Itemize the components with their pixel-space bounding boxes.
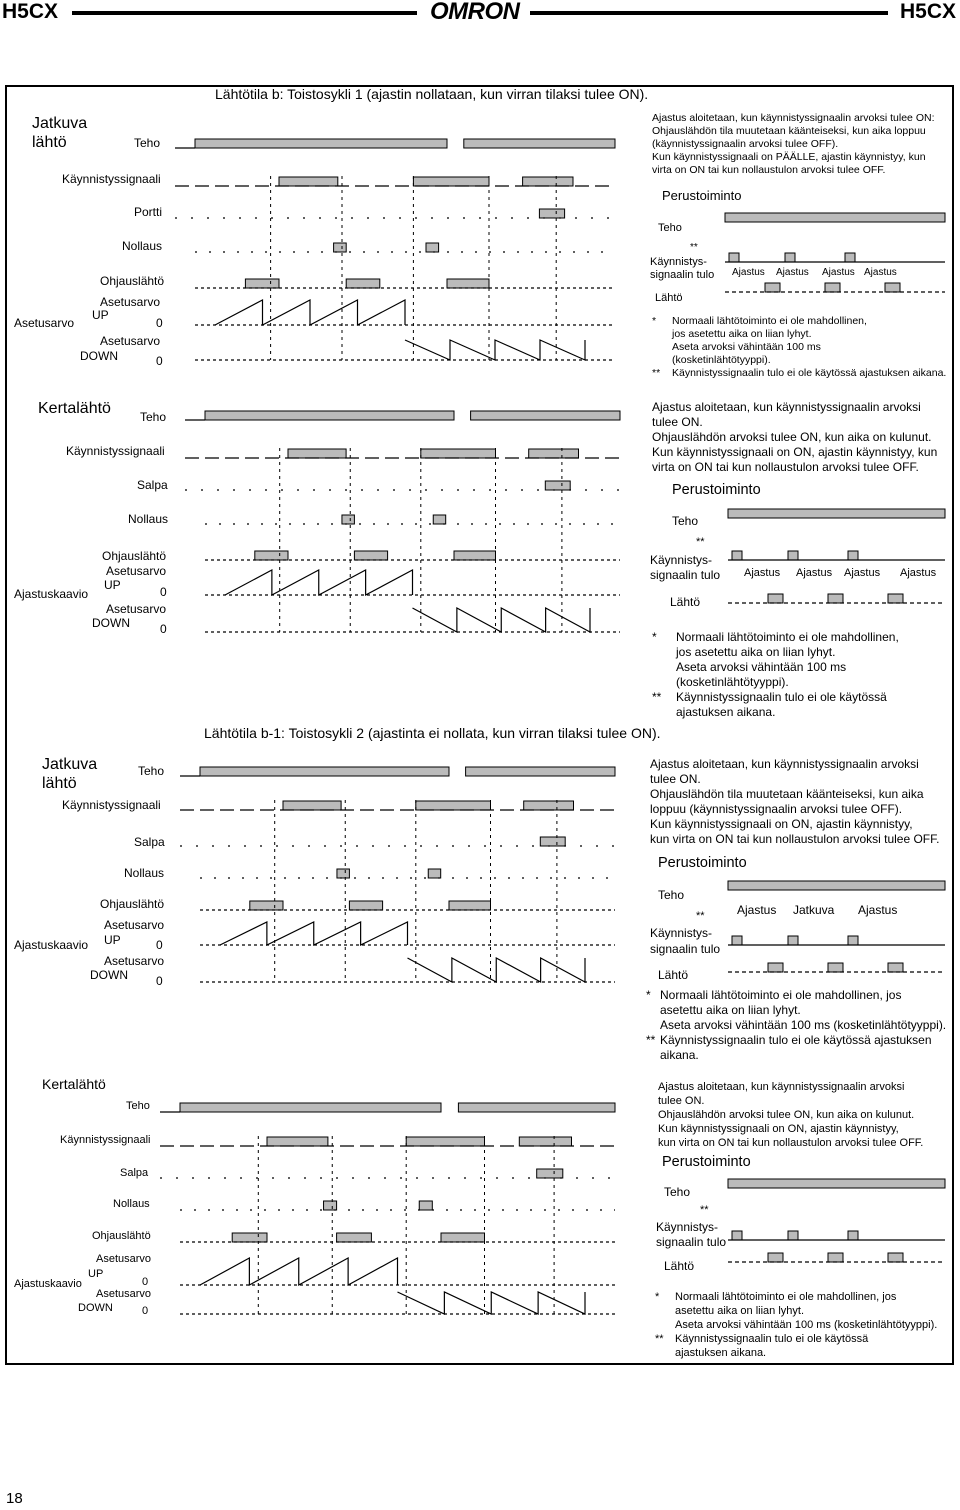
basic-signal-pulse xyxy=(732,1231,742,1240)
s3-notes xyxy=(646,988,956,1063)
s3-description xyxy=(650,757,955,847)
s4-desc-line: Ohjauslähdön arvoksi tulee ON, kun aika on kulunut. xyxy=(658,1109,915,1121)
s1-basic-stars: ** xyxy=(690,242,698,253)
s3-basic-output: Lähtö xyxy=(658,968,689,982)
header-model-left: H5CX xyxy=(2,0,59,23)
s2-label-chart: Ajastuskaavio xyxy=(14,587,89,601)
s4-desc-line: Kun käynnistyssignaali on ON, ajastin käynnistyy, xyxy=(658,1123,899,1135)
s2-basic-title: Perustoiminto xyxy=(672,482,761,498)
basic-power-pulse xyxy=(728,881,945,890)
output-pulse xyxy=(245,279,279,288)
note-line: ajastuksen aikana. xyxy=(676,705,776,719)
signal-pulse xyxy=(523,177,573,186)
down-sawtooth xyxy=(408,958,586,982)
s3-label-power: Teho xyxy=(138,764,165,778)
s2-basic-stars: ** xyxy=(696,536,705,548)
s3-label-setvalue-down: Asetusarvo xyxy=(104,954,165,968)
s3-desc-line: Ohjauslähdön tila muutetaan käänteiseksi, kun aika xyxy=(650,787,924,801)
output-pulse xyxy=(255,551,288,560)
s3-label-chart: Ajastuskaavio xyxy=(14,938,89,952)
s1-label-zero-down: 0 xyxy=(156,354,163,368)
s3-basic-timing: Ajastus xyxy=(858,903,898,917)
gate-pulse xyxy=(537,1169,563,1178)
signal-pulse xyxy=(519,1137,571,1146)
note-line: asetettu aika on liian lyhyt. xyxy=(675,1305,805,1317)
power-pulse xyxy=(195,139,447,148)
output-pulse xyxy=(232,1233,267,1242)
power-pulse xyxy=(464,139,615,148)
omron-logo: OMRON xyxy=(430,0,520,25)
s2-basic-signal-1: Käynnistys- xyxy=(650,553,713,567)
s4-basic-stars: ** xyxy=(700,1204,709,1216)
s1-label-zero-up: 0 xyxy=(156,316,163,330)
power-pulse xyxy=(466,767,615,776)
s2-desc-line: Kun käynnistyssignaali on ON, ajastin käynnistyy, kun xyxy=(652,445,938,459)
s2-basic-power: Teho xyxy=(672,514,699,528)
s4-label-up: UP xyxy=(88,1268,104,1280)
s2-label-output: Ohjauslähtö xyxy=(102,549,167,563)
basic-signal-pulse xyxy=(732,936,742,945)
s4-mode-label: Kertalähtö xyxy=(42,1076,106,1092)
s1-desc-line: Kun käynnistyssignaali on PÄÄLLE, ajastin käynnistyy, kun xyxy=(652,151,926,163)
s1-label-power: Teho xyxy=(134,136,161,150)
s4-basic-power: Teho xyxy=(664,1185,691,1199)
s1-description xyxy=(652,112,952,177)
basic-signal-pulse xyxy=(788,936,798,945)
note-marker: * xyxy=(652,630,657,644)
s1-basic-title: Perustoiminto xyxy=(662,188,742,203)
s4-basic-output: Lähtö xyxy=(664,1259,695,1273)
basic-output-pulse xyxy=(888,1253,903,1262)
s3-label-reset: Nollaus xyxy=(124,866,165,880)
s1-basic-signal-1: Käynnistys- xyxy=(650,256,707,268)
s2-basic-timing: Ajastus xyxy=(744,567,781,579)
s2-label-gate: Salpa xyxy=(137,478,168,492)
s3-basic-signal-1: Käynnistys- xyxy=(650,926,713,940)
note-line: (kosketinlähtötyyppi). xyxy=(676,675,789,689)
basic-power-pulse xyxy=(728,509,945,518)
s1-basic-signal-2: signaalin tulo xyxy=(650,269,715,281)
s4-label-reset: Nollaus xyxy=(113,1198,150,1210)
s4-label-zero-up: 0 xyxy=(142,1276,149,1288)
note-line: Aseta arvoksi vähintään 100 ms (kosketinlähtötyyppi). xyxy=(660,1018,947,1032)
s4-label-down: DOWN xyxy=(78,1302,113,1314)
gate-pulse xyxy=(539,209,564,218)
s2-label-setvalue-up: Asetusarvo xyxy=(106,564,167,578)
s1-basic-timing: Ajastus xyxy=(822,267,855,278)
signal-pulse xyxy=(279,177,338,186)
section-3-title: Lähtötila b-1: Toistosykli 2 (ajastinta ei nollata, kun virran tilaksi tulee ON). xyxy=(204,725,661,741)
basic-signal-pulse xyxy=(845,253,855,262)
basic-signal-pulse xyxy=(732,551,742,560)
basic-signal-pulse xyxy=(848,936,858,945)
s3-label-setvalue-up: Asetusarvo xyxy=(104,918,165,932)
s1-desc-line: virta on ON tai kun nollaustulon arvoksi tulee OFF. xyxy=(652,164,886,176)
note-marker: ** xyxy=(652,367,661,379)
s1-label-setvalue-down: Asetusarvo xyxy=(100,334,161,348)
s2-basic-timing: Ajastus xyxy=(900,567,937,579)
signal-pulse xyxy=(413,177,489,186)
basic-signal-pulse xyxy=(788,551,798,560)
s4-basic-signal-2: signaalin tulo xyxy=(656,1235,727,1249)
power-pulse xyxy=(180,1103,441,1112)
s1-basic-power: Teho xyxy=(658,222,682,234)
note-line: Käynnistyssignaalin tulo ei ole käytössä ajastuksen aikana. xyxy=(672,367,947,379)
note-line: jos asetettu aika on liian lyhyt. xyxy=(672,328,812,340)
basic-output-pulse xyxy=(888,594,903,603)
basic-signal-pulse xyxy=(848,551,858,560)
s3-label-zero-up: 0 xyxy=(156,938,163,952)
signal-pulse xyxy=(416,801,491,810)
note-line: Normaali lähtötoiminto ei ole mahdollinen, jos xyxy=(660,988,902,1002)
s2-label-zero-down: 0 xyxy=(160,622,167,636)
output-pulse xyxy=(449,901,491,910)
s4-notes xyxy=(655,1290,955,1360)
s3-label-output: Ohjauslähtö xyxy=(100,897,165,911)
basic-output-pulse xyxy=(885,283,900,292)
basic-output-pulse xyxy=(768,594,783,603)
s3-desc-line: tulee ON. xyxy=(650,772,701,786)
s1-label-reset: Nollaus xyxy=(122,239,163,253)
signal-pulse xyxy=(529,449,579,458)
output-pulse xyxy=(447,279,489,288)
s1-label-down: DOWN xyxy=(80,349,118,363)
s2-basic-timing: Ajastus xyxy=(844,567,881,579)
note-line: Käynnistyssignaalin tulo ei ole käytössä xyxy=(675,1333,869,1345)
s2-basic-timing: Ajastus xyxy=(796,567,833,579)
note-marker: ** xyxy=(652,690,662,704)
s1-label-chart: Asetusarvo xyxy=(14,316,75,330)
note-marker: * xyxy=(655,1291,660,1303)
basic-signal-pulse xyxy=(848,1231,858,1240)
s4-basic-title: Perustoiminto xyxy=(662,1154,751,1170)
basic-output-pulse xyxy=(888,963,903,972)
up-sawtooth xyxy=(220,922,408,945)
reset-pulse xyxy=(337,869,349,878)
reset-pulse xyxy=(419,1201,432,1210)
down-sawtooth xyxy=(413,608,591,632)
reset-pulse xyxy=(324,1201,337,1210)
power-pulse xyxy=(205,411,454,420)
basic-output-pulse xyxy=(825,283,840,292)
down-sawtooth xyxy=(405,340,585,360)
s2-label-down: DOWN xyxy=(92,616,130,630)
s4-description xyxy=(658,1080,953,1150)
s3-label-down: DOWN xyxy=(90,968,128,982)
s4-basic-signal-1: Käynnistys- xyxy=(656,1220,719,1234)
s3-desc-line: kun virta on ON tai kun nollaustulon arvoksi tulee OFF. xyxy=(650,832,940,846)
note-line: Käynnistyssignaalin tulo ei ole käytössä xyxy=(676,690,887,704)
s3-basic-stars: ** xyxy=(696,910,705,922)
note-line: aikana. xyxy=(660,1048,699,1062)
up-sawtooth xyxy=(215,300,405,325)
s3-mode-label: Jatkuva lähtö xyxy=(42,756,98,792)
s1-notes xyxy=(652,315,952,380)
s3-desc-line: loppuu (käynnistyssignaalin arvoksi tulee OFF). xyxy=(650,802,903,816)
reset-pulse xyxy=(433,515,445,524)
output-pulse xyxy=(454,551,496,560)
basic-power-pulse xyxy=(725,213,945,222)
basic-output-pulse xyxy=(828,963,843,972)
note-line: Normaali lähtötoiminto ei ole mahdollinen, jos xyxy=(675,1291,897,1303)
s4-label-gate: Salpa xyxy=(120,1167,149,1179)
note-line: ajastuksen aikana. xyxy=(675,1347,767,1359)
basic-power-pulse xyxy=(728,1179,945,1188)
note-line: (kosketinlähtötyyppi). xyxy=(672,354,771,366)
header-model-right: H5CX xyxy=(899,0,956,23)
signal-pulse xyxy=(421,449,496,458)
s2-basic-signal-2: signaalin tulo xyxy=(650,568,721,582)
s3-basic-signal-2: signaalin tulo xyxy=(650,942,721,956)
basic-output-pulse xyxy=(828,594,843,603)
output-pulse xyxy=(441,1233,485,1242)
s2-desc-line: Ajastus aloitetaan, kun käynnistyssignaalin arvoksi xyxy=(652,400,921,414)
signal-pulse xyxy=(406,1137,484,1146)
s3-basic-timing: Ajastus xyxy=(737,903,777,917)
basic-signal-pulse xyxy=(729,253,739,262)
note-line: Aseta arvoksi vähintään 100 ms xyxy=(672,341,821,353)
s2-desc-line: Ohjauslähdön arvoksi tulee ON, kun aika on kulunut. xyxy=(652,430,932,444)
reset-pulse xyxy=(428,869,440,878)
s1-label-up: UP xyxy=(92,308,109,322)
basic-signal-pulse xyxy=(788,1231,798,1240)
s3-basic-timing: Jatkuva xyxy=(793,903,835,917)
output-pulse xyxy=(337,1233,372,1242)
output-pulse xyxy=(349,901,382,910)
power-pulse xyxy=(458,1103,615,1112)
s3-desc-line: Ajastus aloitetaan, kun käynnistyssignaalin arvoksi xyxy=(650,757,919,771)
s4-label-chart: Ajastuskaavio xyxy=(14,1278,82,1290)
note-marker: ** xyxy=(655,1333,664,1345)
s1-basic-timing: Ajastus xyxy=(864,267,897,278)
s2-mode-label: Kertalähtö xyxy=(38,400,111,417)
s2-label-setvalue-down: Asetusarvo xyxy=(106,602,167,616)
note-line: jos asetettu aika on liian lyhyt. xyxy=(676,645,836,659)
signal-pulse xyxy=(288,449,346,458)
basic-output-pulse xyxy=(828,1253,843,1262)
s2-desc-line: virta on ON tai kun nollaustulon arvoksi tulee OFF. xyxy=(652,460,919,474)
s1-mode-label: Jatkuva lähtö xyxy=(32,115,88,151)
down-sawtooth xyxy=(398,1292,586,1314)
s2-label-up: UP xyxy=(104,578,121,592)
gate-pulse xyxy=(540,837,565,846)
s4-desc-line: Ajastus aloitetaan, kun käynnistyssignaalin arvoksi xyxy=(658,1081,905,1093)
note-marker: ** xyxy=(646,1033,656,1047)
s4-desc-line: tulee ON. xyxy=(658,1095,705,1107)
reset-pulse xyxy=(426,243,439,252)
power-pulse xyxy=(471,411,620,420)
note-line: Normaali lähtötoiminto ei ole mahdollinen, xyxy=(672,315,867,327)
signal-pulse xyxy=(524,801,574,810)
s1-desc-line: Ajastus aloitetaan, kun käynnistyssignaalin arvoksi tulee ON: xyxy=(652,112,935,124)
up-sawtooth xyxy=(200,1258,398,1285)
s2-desc-line: tulee ON. xyxy=(652,415,703,429)
signal-pulse xyxy=(267,1137,328,1146)
output-pulse xyxy=(354,551,387,560)
s1-basic-output: Lähtö xyxy=(655,292,683,304)
s1-basic-timing: Ajastus xyxy=(732,267,765,278)
s1-basic-timing: Ajastus xyxy=(776,267,809,278)
s2-basic-output: Lähtö xyxy=(670,595,701,609)
page-number: 18 xyxy=(6,1490,23,1507)
s4-label-output: Ohjauslähtö xyxy=(92,1230,151,1242)
s3-basic-power: Teho xyxy=(658,888,685,902)
s1-label-output: Ohjauslähtö xyxy=(100,274,165,288)
output-pulse xyxy=(250,901,283,910)
s3-desc-line: Kun käynnistyssignaali on ON, ajastin käynnistyy, xyxy=(650,817,913,831)
note-marker: * xyxy=(652,315,657,327)
reset-pulse xyxy=(334,243,347,252)
note-line: Käynnistyssignaalin tulo ei ole käytössä ajastuksen xyxy=(660,1033,932,1047)
s3-label-up: UP xyxy=(104,933,121,947)
reset-pulse xyxy=(342,515,354,524)
basic-output-pulse xyxy=(765,283,780,292)
basic-output-pulse xyxy=(768,963,783,972)
s4-label-setvalue-up: Asetusarvo xyxy=(96,1253,152,1265)
s3-label-zero-down: 0 xyxy=(156,974,163,988)
power-pulse xyxy=(200,767,449,776)
s2-label-zero-up: 0 xyxy=(160,585,167,599)
s4-label-signal: Käynnistyssignaali xyxy=(60,1134,151,1146)
s3-label-gate: Salpa xyxy=(134,835,165,849)
up-sawtooth xyxy=(225,570,413,595)
s1-desc-line: (käynnistyssignaalin arvoksi tulee OFF). xyxy=(652,138,839,150)
s2-label-reset: Nollaus xyxy=(128,512,169,526)
s1-label-gate: Portti xyxy=(134,205,163,219)
s1-label-signal: Käynnistyssignaali xyxy=(62,172,161,186)
s1-desc-line: Ohjauslähdön tila muutetaan käänteiseksi, kun aika loppuu xyxy=(652,125,926,137)
s1-label-setvalue-up: Asetusarvo xyxy=(100,295,161,309)
s2-label-signal: Käynnistyssignaali xyxy=(66,444,165,458)
s4-label-power: Teho xyxy=(126,1100,150,1112)
s3-basic-title: Perustoiminto xyxy=(658,855,747,871)
s3-label-signal: Käynnistyssignaali xyxy=(62,798,161,812)
s4-desc-line: kun virta on ON tai kun nollaustulon arvoksi tulee OFF. xyxy=(658,1137,924,1149)
note-line: asetettu aika on liian lyhyt. xyxy=(660,1003,801,1017)
s4-label-setvalue-down: Asetusarvo xyxy=(96,1288,152,1300)
basic-signal-pulse xyxy=(785,253,795,262)
s4-label-zero-down: 0 xyxy=(142,1305,149,1317)
output-pulse xyxy=(346,279,380,288)
section-1-title: Lähtötila b: Toistosykli 1 (ajastin nollataan, kun virran tilaksi tulee ON). xyxy=(215,86,649,102)
note-line: Aseta arvoksi vähintään 100 ms xyxy=(676,660,847,674)
note-line: Aseta arvoksi vähintään 100 ms (kosketinlähtötyyppi). xyxy=(675,1319,938,1331)
basic-output-pulse xyxy=(768,1253,783,1262)
note-marker: * xyxy=(646,988,651,1002)
s2-label-power: Teho xyxy=(140,410,167,424)
note-line: Normaali lähtötoiminto ei ole mahdollinen, xyxy=(676,630,899,644)
gate-pulse xyxy=(545,481,570,490)
signal-pulse xyxy=(283,801,341,810)
s2-notes xyxy=(652,630,952,720)
s2-description xyxy=(652,400,952,475)
